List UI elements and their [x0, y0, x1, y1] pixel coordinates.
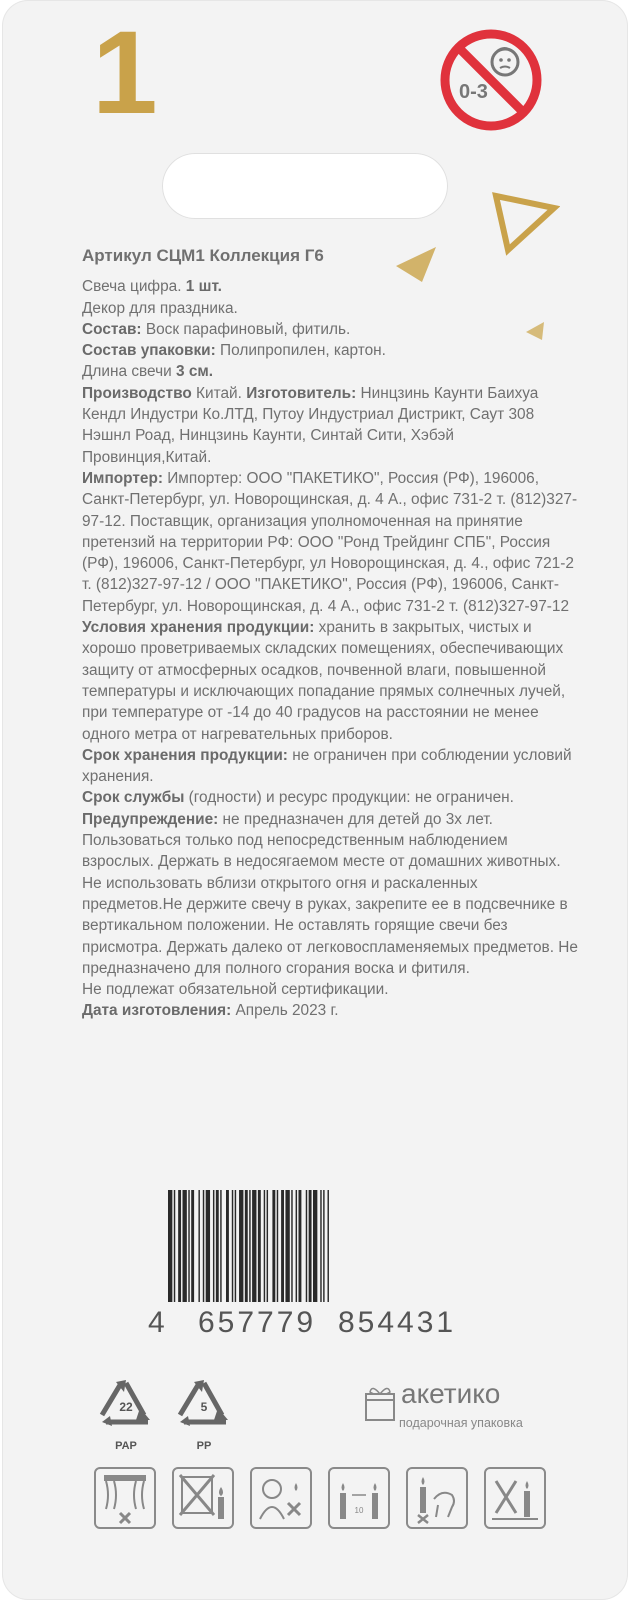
gift-box-icon — [363, 1382, 397, 1422]
barcode-bar — [258, 1190, 261, 1302]
svg-text:10: 10 — [354, 1506, 364, 1515]
importer-paragraph: Импортер: Импортер: ООО "ПАКЕТИКО", Россия (РФ), 196006, Санкт-Петербург, ул. Новорощинская, д. 4 А., офис 731-2 т. (812)327-97-12. Поставщик, организация уполномоченная на принятие претензий на территории РФ: ООО "Ронд Трейдинг СПБ", Россия (РФ), 196006, Санкт-Петербург, ул Новорощинская, д. 4., офис 721-2 т. (812)327-97-12 / ООО "ПАКЕТИКО", Россия (РФ), 196006, Санкт-Петербург, ул. Новорощинская, д. 4 А., офис 731-2 т. (812)327-97-12 — [82, 469, 578, 615]
no-curtains-icon — [94, 1467, 156, 1529]
brand-logo — [363, 1378, 553, 1438]
barcode-bar — [272, 1190, 275, 1302]
barcode-bar — [213, 1190, 214, 1302]
barcode-bar — [235, 1190, 236, 1302]
info-line: Состав: Воск парафиновый, фитиль. — [82, 320, 351, 338]
barcode-bar — [306, 1190, 307, 1302]
barcode-first-digit: 4 — [148, 1306, 168, 1339]
barcode — [168, 1190, 458, 1302]
barcode-bar — [206, 1190, 210, 1302]
barcode-bar — [249, 1190, 250, 1302]
info-line: Декор для праздника. — [82, 299, 238, 317]
barcode-bar — [281, 1190, 284, 1302]
certification-paragraph: Не подлежат обязательной сертификации. — [82, 981, 389, 999]
product-info — [82, 245, 582, 1022]
recycle-pp-icon: 5 PP — [172, 1378, 236, 1450]
age-label: 0-3 — [459, 81, 488, 103]
barcode-bar — [198, 1190, 199, 1302]
service-life-paragraph: Срок службы (годности) и ресурс продукции: не ограничен. — [82, 789, 514, 807]
recycle-pap-icon: 22 PAP — [94, 1378, 158, 1450]
no-children-under-3-icon — [437, 26, 545, 134]
article-heading: Артикул СЦМ1 Коллекция Г6 — [82, 246, 324, 265]
brand-tagline: подарочная упаковка — [399, 1416, 523, 1430]
barcode-bar — [252, 1190, 256, 1302]
manufacture-date: Дата изготовления: Апрель 2023 г. — [82, 1002, 339, 1020]
barcode-bar — [183, 1190, 187, 1302]
shelf-life-paragraph: Срок хранения продукции: не ограничен при соблюдении условий хранения. — [82, 746, 572, 786]
barcode-bar — [328, 1190, 329, 1302]
no-flammable-icon — [172, 1467, 234, 1529]
barcode-bar — [220, 1190, 221, 1302]
barcode-bar — [232, 1190, 233, 1302]
warning-paragraph: Предупреждение: не предназначен для детей до 3х лет. Пользоваться только под непосредственным наблюдением взрослых. Держать в недосягаемом месте от домашних животных. Не использовать вблизи открытого огня и раскаленных предметов.Не держите свечу в руках, закрепите ее в подсвечнике в вертикальном положении. Не оставлять горящие свечи без присмотра. Держать далеко от легковоспламеняемых предметов. Не предназначено для полного сгорания воска и фитиля. — [82, 810, 578, 977]
no-children-icon — [250, 1467, 312, 1529]
barcode-bar — [178, 1190, 181, 1302]
storage-paragraph: Условия хранения продукции: хранить в закрытых, чистых и хорошо проветриваемых складских помещениях, обеспечивающих защиту от атмосферных осадков, почвенной влаги, повышенной температуры и исключающих попадание прямых солнечных лучей, при температуре от -14 до 40 градусов на расстоянии не менее одного метра от нагревательных приборов. — [82, 619, 566, 743]
barcode-left-digits: 657779 — [198, 1306, 317, 1339]
no-unattended-icon — [484, 1467, 546, 1529]
barcode-bar — [320, 1190, 321, 1302]
barcode-bar — [267, 1190, 268, 1302]
hang-hole — [162, 153, 448, 219]
barcode-bar — [191, 1190, 194, 1302]
barcode-bar — [174, 1190, 175, 1302]
barcode-bar — [309, 1190, 312, 1302]
svg-text:5: 5 — [200, 1400, 208, 1414]
barcode-right-digits: 854431 — [338, 1306, 457, 1339]
barcode-bar — [216, 1190, 219, 1302]
barcode-bar — [203, 1190, 204, 1302]
barcode-bar — [239, 1190, 243, 1302]
barcode-bar — [264, 1190, 265, 1302]
svg-text:22: 22 — [119, 1400, 133, 1414]
barcode-bar — [299, 1190, 302, 1302]
barcode-bar — [245, 1190, 248, 1302]
barcode-bar — [296, 1190, 297, 1302]
info-line: Длина свечи 3 см. — [82, 363, 214, 381]
barcode-bar — [168, 1190, 172, 1302]
barcode-bar — [188, 1190, 189, 1302]
barcode-bar — [285, 1190, 289, 1302]
big-number: 1 — [92, 7, 158, 139]
barcode-bar — [323, 1190, 324, 1302]
barcode-bar — [291, 1190, 292, 1302]
barcode-bar — [313, 1190, 317, 1302]
barcode-bar — [277, 1190, 278, 1302]
brand-wordmark: акетико — [401, 1378, 501, 1409]
no-pets-icon — [406, 1467, 468, 1529]
production-paragraph: Производство Китай. Изготовитель: Нинцзинь Каунти Баихуа Кендл Индустри Ко.ЛТД, Путоу Индустриал Дистрикт, Саут 308 Нэшнл Роад, Нинцзинь Каунти, Синтай Сити, Хэбэй Провинция,Китай. — [82, 384, 539, 466]
barcode-bar — [226, 1190, 229, 1302]
info-line: Свеча цифра. 1 шт. — [82, 278, 222, 296]
min-distance-10cm-icon — [328, 1467, 390, 1529]
info-line: Состав упаковки: Полипропилен, картон. — [82, 342, 386, 360]
